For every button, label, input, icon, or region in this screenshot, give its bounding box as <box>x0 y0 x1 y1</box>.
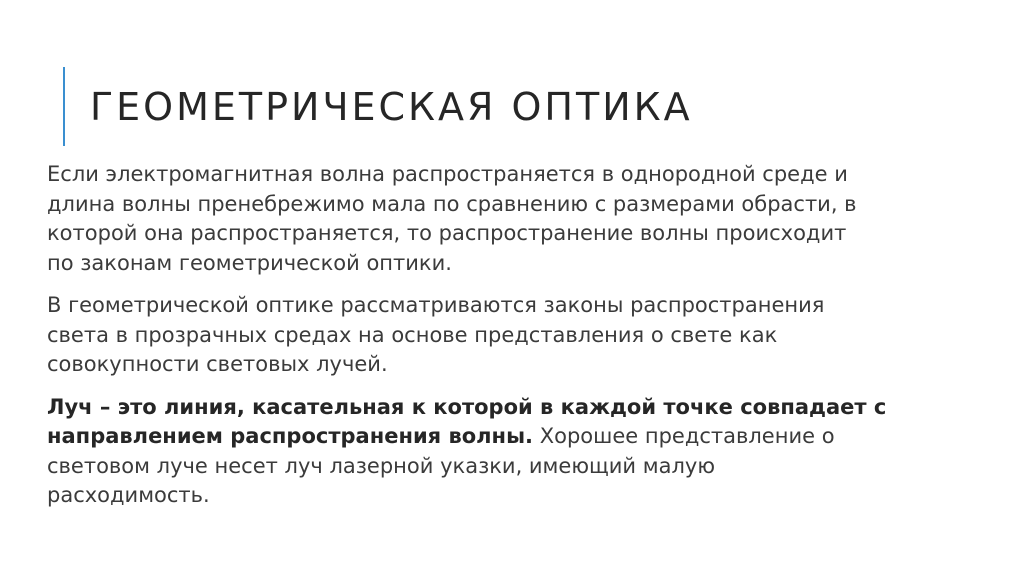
paragraph-line: В геометрической оптике рассматриваются законы распространения <box>47 293 825 317</box>
ray-definition-bold: Луч – это линия, касательная к которой в каждой точке совпадает с <box>47 394 887 419</box>
paragraph-line: которой она распространяется, то распространение волны происходит <box>47 221 847 245</box>
paragraph-line: длина волны пренебрежимо мала по сравнению с размерами обрасти, в <box>47 191 857 216</box>
title-accent-bar <box>63 67 65 146</box>
ray-definition-bold: направлением распространения волны. <box>47 424 534 448</box>
paragraph-text: Хорошее представление о <box>533 424 835 448</box>
paragraph-ray-definition <box>47 393 977 511</box>
paragraph-geometric-optics <box>47 291 977 380</box>
paragraph-line: световом луче несет луч лазерной указки, имеющий малую <box>47 453 715 478</box>
slide-body <box>47 160 977 524</box>
paragraph-intro <box>47 160 977 278</box>
paragraph-line: Если электромагнитная волна распространяется в однородной среде и <box>47 162 848 186</box>
paragraph-line: расходимость. <box>47 483 210 507</box>
paragraph-line: совокупности световых лучей. <box>47 352 388 376</box>
paragraph-line: света в прозрачных средах на основе представления о свете как <box>47 322 778 347</box>
slide-title: ГЕОМЕТРИЧЕСКАЯ ОПТИКА <box>90 85 693 129</box>
paragraph-line <box>47 422 977 452</box>
paragraph-line: по законам геометрической оптики. <box>47 250 452 275</box>
